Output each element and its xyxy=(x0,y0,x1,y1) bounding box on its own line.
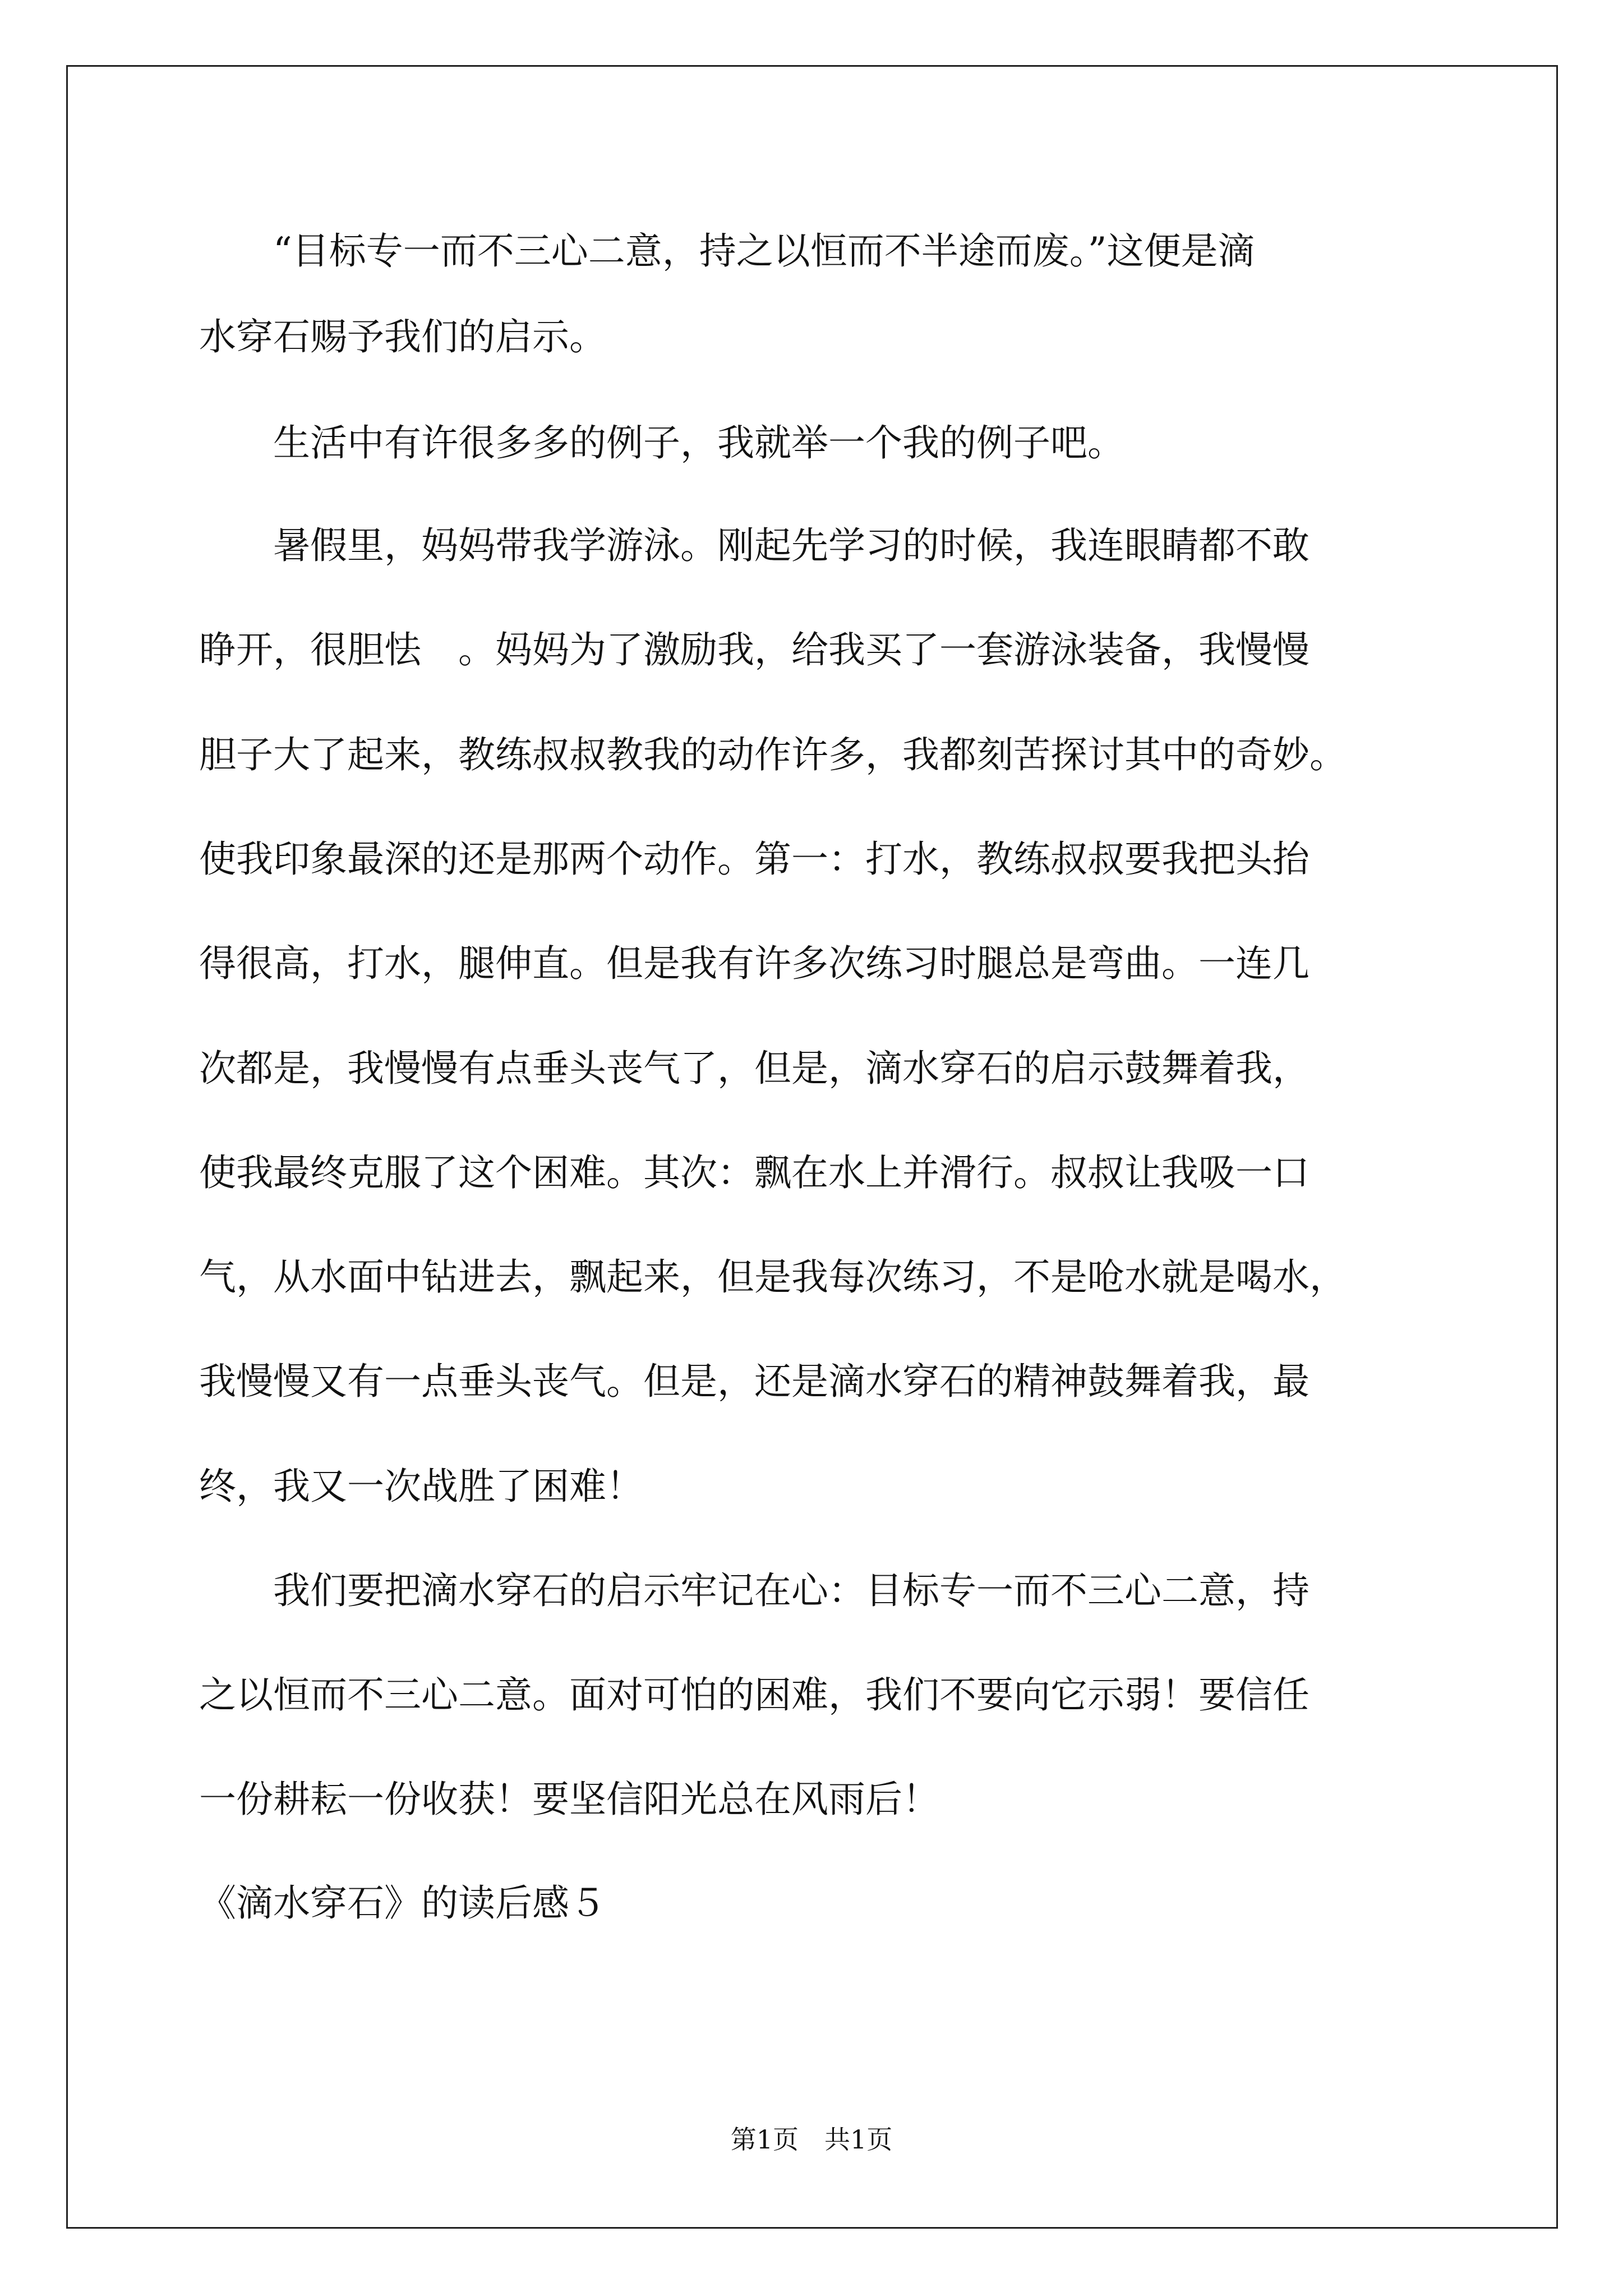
text-line-1: “目标专一而不三心二意，持之以恒而不半途而废。”这便是滴 xyxy=(199,229,1255,273)
text-line-5: 睁开，很胆怯 。妈妈为了激励我，给我买了一套游泳装备，我慢慢 xyxy=(199,628,1310,671)
text-line-9: 次都是，我慢慢有点垂头丧气了，但是，滴水穿石的启示鼓舞着我， xyxy=(199,1047,1310,1090)
text-line-14: 我们要把滴水穿石的启示牢记在心：目标专一而不三心二意，持 xyxy=(199,1569,1310,1612)
page-footer: 第1页 共1页 xyxy=(730,2124,893,2155)
text-line-11: 气，从水面中钻进去，飘起来，但是我每次练习，不是呛水就是喝水， xyxy=(199,1255,1347,1299)
text-line-13: 终，我又一次战胜了困难！ xyxy=(199,1465,643,1508)
text-line-12: 我慢慢又有一点垂头丧气。但是，还是滴水穿石的精神鼓舞着我，最 xyxy=(199,1360,1310,1403)
text-line-8: 得很高，打水，腿伸直。但是我有许多次练习时腿总是弯曲。一连几 xyxy=(199,942,1310,985)
text-line-10: 使我最终克服了这个困难。其次：飘在水上并滑行。叔叔让我吸一口 xyxy=(199,1151,1310,1194)
text-line-2: 水穿石赐予我们的启示。 xyxy=(199,315,606,358)
text-line-6: 胆子大了起来，教练叔叔教我的动作许多，我都刻苦探讨其中的奇妙。 xyxy=(199,733,1347,776)
text-line-7: 使我印象最深的还是那两个动作。第一：打水，教练叔叔要我把头抬 xyxy=(199,838,1310,881)
text-line-16: 一份耕耘一份收获！要坚信阳光总在风雨后！ xyxy=(199,1778,939,1821)
text-line-3: 生活中有许很多多的例子，我就举一个我的例子吧。 xyxy=(199,421,1124,464)
text-line-15: 之以恒而不三心二意。面对可怕的困难，我们不要向它示弱！要信任 xyxy=(199,1673,1310,1717)
section-heading: 《滴水穿石》的读后感５ xyxy=(199,1881,606,1925)
text-line-4: 暑假里，妈妈带我学游泳。刚起先学习的时候，我连眼睛都不敢 xyxy=(199,524,1310,567)
